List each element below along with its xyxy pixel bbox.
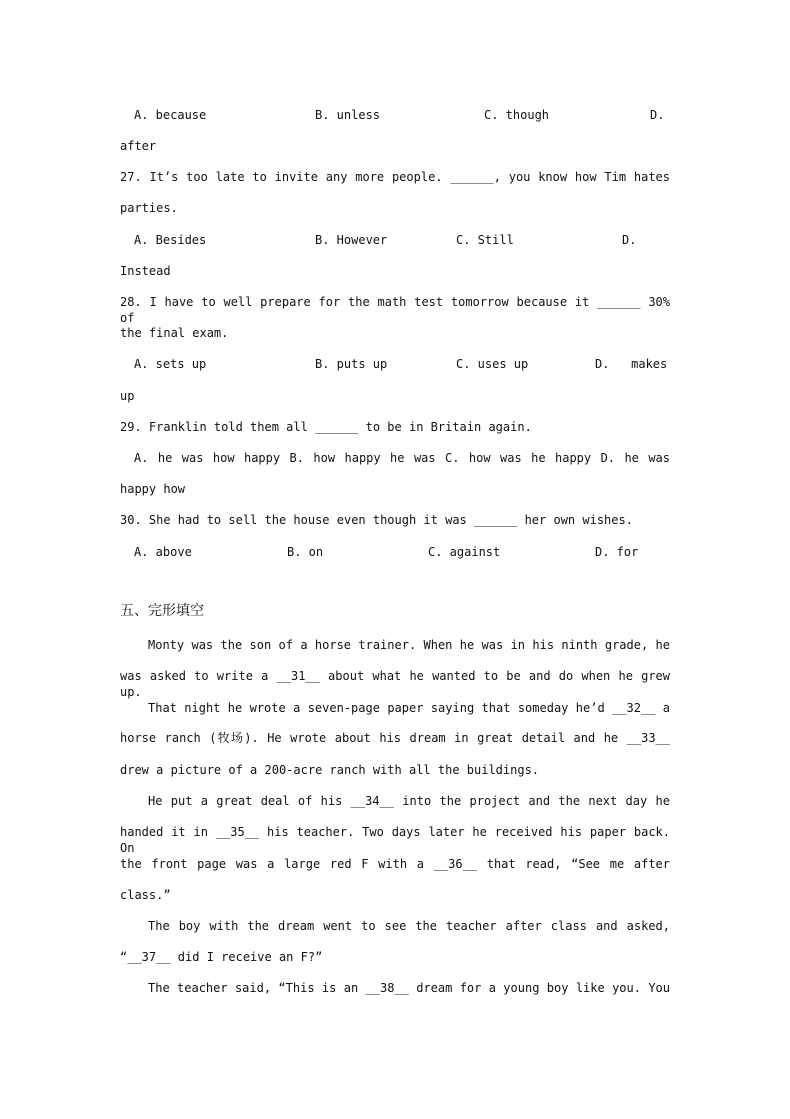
q27-option-b: B. However (315, 233, 388, 247)
passage-line: He put a great deal of his __34__ into the project and the next day he (148, 794, 670, 808)
q26-option-b: B. unless (315, 108, 381, 122)
section-heading: 五、完形填空 (120, 603, 204, 619)
passage-line: horse ranch (牧场). He wrote about his dream in great detail and he __33__ (120, 731, 670, 745)
q27-stem-line2: parties. (120, 201, 178, 215)
passage-line: That night he wrote a seven-page paper saying that someday he’d __32__ a (148, 701, 670, 715)
q30-option-a: A. above (134, 545, 192, 559)
q29-options: A. he was how happy B. how happy he was C. how was he happy D. he was (134, 451, 670, 465)
passage-line: the front page was a large red F with a __36__ that read, “See me after (120, 857, 670, 871)
q26-option-a: A. because (134, 108, 207, 122)
q26-option-d-text: after (120, 139, 157, 153)
passage-line: drew a picture of a 200-acre ranch with all the buildings. (120, 763, 540, 777)
q26-option-d: D. (650, 108, 665, 122)
q30-option-d: D. for (595, 545, 639, 559)
passage-line: The boy with the dream went to see the teacher after class and asked, (148, 919, 670, 933)
q27-stem-line1: 27. It’s too late to invite any more people. ______, you know how Tim hates (120, 170, 670, 184)
passage-line: class.” (120, 888, 171, 902)
q29-option-d-text: happy how (120, 482, 186, 496)
passage-line: was asked to write a __31__ about what he wanted to be and do when he grew up. (120, 669, 670, 699)
q28-stem-line1: 28. I have to well prepare for the math test tomorrow because it ______ 30% of (120, 295, 670, 325)
q28-option-c: C. uses up (456, 357, 529, 371)
passage-line: Monty was the son of a horse trainer. When he was in his ninth grade, he (148, 638, 670, 652)
q29-stem: 29. Franklin told them all ______ to be in Britain again. (120, 420, 532, 434)
q30-stem: 30. She had to sell the house even though it was ______ her own wishes. (120, 513, 633, 527)
q28-option-a: A. sets up (134, 357, 207, 371)
q28-option-b: B. puts up (315, 357, 388, 371)
q27-option-d-text: Instead (120, 264, 171, 278)
passage-line: The teacher said, “This is an __38__ dream for a young boy like you. You (148, 981, 670, 995)
q30-option-b: B. on (287, 545, 324, 559)
q28-option-d: D. makes (595, 357, 668, 371)
q27-option-a: A. Besides (134, 233, 207, 247)
passage-line: handed it in __35__ his teacher. Two days later he received his paper back. On (120, 825, 670, 855)
q27-option-d: D. (622, 233, 637, 247)
q28-option-d-text: up (120, 389, 135, 403)
passage-line: “__37__ did I receive an F?” (120, 950, 323, 964)
q30-option-c: C. against (428, 545, 501, 559)
q27-option-c: C. Still (456, 233, 514, 247)
q28-stem-line2: the final exam. (120, 326, 229, 340)
q26-option-c: C. though (484, 108, 550, 122)
